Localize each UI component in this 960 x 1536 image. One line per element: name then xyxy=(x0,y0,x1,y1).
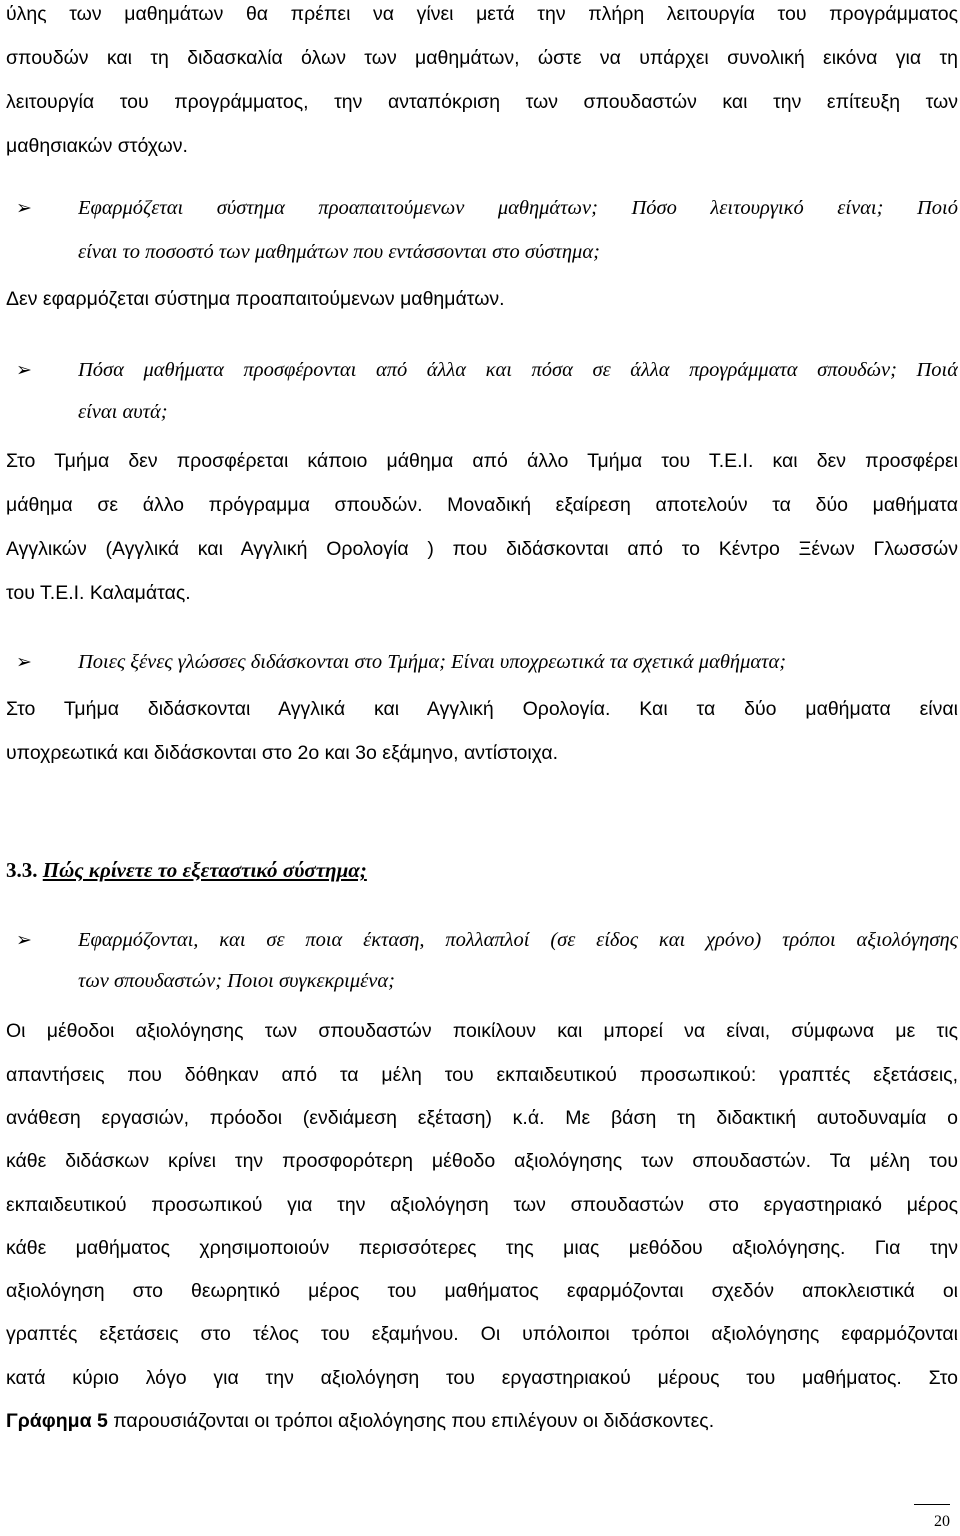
answer-4-line-2: απαντήσεις που δόθηκαν από τα μέλη του εκπαιδευτικού προσωπικού: γραπτές εξετάσεις, xyxy=(6,1064,958,1086)
answer-4-line-8: γραπτές εξετάσεις στο τέλος του εξαμήνου. Οι υπόλοιποι τρόποι αξιολόγησης εφαρμόζονται xyxy=(6,1323,958,1345)
question-4-line-2: των σπουδαστών; Ποιοι συγκεκριμένα; xyxy=(78,970,395,992)
answer-3-line-1: Στο Τμήμα διδάσκονται Αγγλικά και Αγγλική Ορολογία. Και τα δύο μαθήματα είναι xyxy=(6,698,958,720)
page-number-rule xyxy=(914,1504,950,1505)
answer-4-line-4: κάθε διδάσκων κρίνει την προσφορότερη μέθοδο αξιολόγησης των σπουδαστών. Τα μέλη του xyxy=(6,1150,958,1172)
section-number: 3.3. xyxy=(6,858,38,882)
answer-4-line-10 xyxy=(6,1409,958,1433)
answer-4-line-1: Οι μέθοδοι αξιολόγησης των σπουδαστών ποικίλουν και μπορεί να είναι, σύμφωνα με τις xyxy=(6,1020,958,1042)
answer-4-line-10-rest: παρουσιάζονται οι τρόποι αξιολόγησης που επιλέγουν οι διδάσκοντες. xyxy=(107,1410,715,1432)
intro-line-1: ύλης των μαθημάτων θα πρέπει να γίνει μετά την πλήρη λειτουργία του προγράμματος xyxy=(6,3,958,25)
answer-3-line-2: υποχρεωτικά και διδάσκονται στο 2ο και 3ο εξάμηνο, αντίστοιχα. xyxy=(6,742,559,764)
answer-2-line-1: Στο Τμήμα δεν προσφέρεται κάποιο μάθημα από άλλο Τμήμα του Τ.Ε.Ι. και δεν προσφέρει xyxy=(6,450,958,472)
answer-1-line-1: Δεν εφαρμόζεται σύστημα προαπαιτούμενων μαθημάτων. xyxy=(6,288,505,310)
answer-2-line-2: μάθημα σε άλλο πρόγραμμα σπουδών. Μοναδική εξαίρεση αποτελούν τα δύο μαθήματα xyxy=(6,494,958,516)
bullet-arrow-icon: ➢ xyxy=(16,929,32,951)
page-number: 20 xyxy=(934,1513,950,1530)
bullet-arrow-icon: ➢ xyxy=(16,651,32,673)
question-2-line-2: είναι αυτά; xyxy=(78,401,168,423)
question-2-line-1: Πόσα μαθήματα προσφέρονται από άλλα και πόσα σε άλλα προγράμματα σπουδών; Ποιά xyxy=(78,359,958,381)
question-3-line-1: Ποιες ξένες γλώσσες διδάσκονται στο Τμήμα; Είναι υποχρεωτικά τα σχετικά μαθήματα; xyxy=(78,651,787,673)
bullet-arrow-icon: ➢ xyxy=(16,197,32,219)
intro-line-4: μαθησιακών στόχων. xyxy=(6,135,188,157)
answer-4-line-6: κάθε μαθήματος χρησιμοποιούν περισσότερες της μιας μεθόδου αξιολόγησης. Για την xyxy=(6,1237,958,1259)
question-4-line-1: Εφαρμόζονται, και σε ποια έκταση, πολλαπλοί (σε είδος και χρόνο) τρόποι αξιολόγησης xyxy=(78,929,958,951)
answer-4-line-5: εκπαιδευτικού προσωπικού για την αξιολόγηση των σπουδαστών στο εργαστηριακό μέρος xyxy=(6,1194,958,1216)
section-heading xyxy=(6,858,367,882)
section-title: Πώς κρίνετε το εξεταστικό σύστημα; xyxy=(42,858,367,882)
answer-2-line-4: του Τ.Ε.Ι. Καλαμάτας. xyxy=(6,582,191,604)
intro-line-3: λειτουργία του προγράμματος, την ανταπόκριση των σπουδαστών και την επίτευξη των xyxy=(6,91,958,113)
answer-4-line-7: αξιολόγηση στο θεωρητικό μέρος του μαθήματος εφαρμόζονται σχεδόν αποκλειστικά οι xyxy=(6,1280,958,1302)
chart-reference: Γράφημα 5 xyxy=(6,1410,108,1432)
intro-line-2: σπουδών και τη διδασκαλία όλων των μαθημάτων, ώστε να υπάρχει συνολική εικόνα για τη xyxy=(6,47,958,69)
bullet-arrow-icon: ➢ xyxy=(16,359,32,381)
question-1-line-2: είναι το ποσοστό των μαθημάτων που εντάσσονται στο σύστημα; xyxy=(78,241,600,263)
question-1-line-1: Εφαρμόζεται σύστημα προαπαιτούμενων μαθημάτων; Πόσο λειτουργικό είναι; Ποιό xyxy=(78,197,958,219)
answer-2-line-3: Αγγλικών (Αγγλικά και Αγγλική Ορολογία ) που διδάσκονται από το Κέντρο Ξένων Γλωσσών xyxy=(6,538,958,560)
answer-4-line-9: κατά κύριο λόγο για την αξιολόγηση του εργαστηριακού μέρους του μαθήματος. Στο xyxy=(6,1367,958,1389)
answer-4-line-3: ανάθεση εργασιών, πρόοδοι (ενδιάμεση εξέταση) κ.ά. Με βάση τη διδακτική αυτοδυναμία ο xyxy=(6,1107,958,1129)
